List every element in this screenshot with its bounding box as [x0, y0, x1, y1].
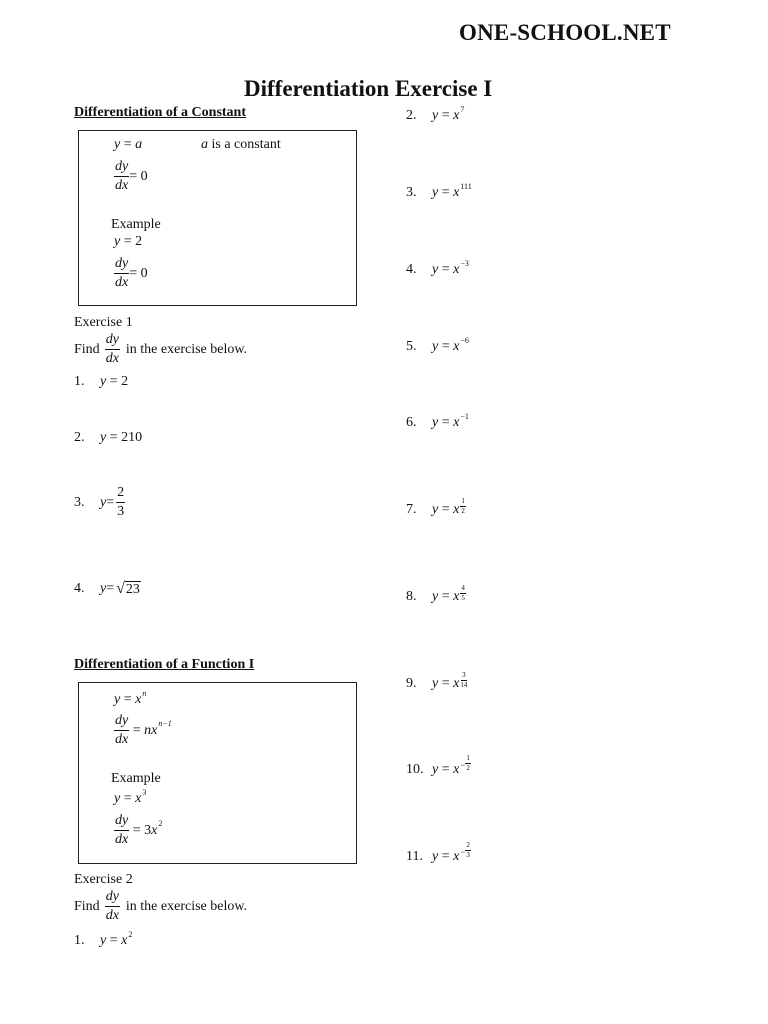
page-title: Differentiation Exercise I [244, 76, 493, 101]
exercise-2-item-6: 6. $y = x^{-1}$ [406, 412, 469, 430]
dy-dx-fraction: $\frac{dy}{dx}$ [105, 889, 119, 923]
exercise-1-item-2: 2. y = 210 [74, 430, 143, 445]
section-heading-function: Differentiation of a Function I [74, 657, 255, 672]
example-derivative: $\frac{dy}{dx}$ = 3 x 2 [115, 813, 163, 847]
constant-derivative [114, 160, 148, 193]
power-rule-box [78, 682, 357, 864]
power-rule-line: $y = x^n$ [114, 689, 147, 707]
exercise-1-instruction: Find $\frac{dy}{dx}$ in the exercise below. [74, 332, 248, 366]
dy-dx-fraction: $\frac{dy}{dx}$ [115, 713, 129, 747]
var-y: y [114, 137, 121, 152]
dy-dx-fraction: $\frac{dy}{dx}$ [115, 813, 129, 847]
two-thirds-fraction: $\frac{2}{3}$ [117, 485, 125, 519]
exercise-2-instruction: Find $\frac{dy}{dx}$ in the exercise below. [74, 889, 248, 923]
dy-dx-fraction: $\frac{dy}{dx}$ [115, 256, 129, 290]
exercise-2-item-8: 8. y = x 4 5 [406, 584, 465, 604]
fraction-exponent: $\frac{2}{3}$ [466, 841, 470, 859]
exercise-1-item-1: 1. y = 2 [74, 374, 129, 389]
exercise-2-item-2: 2. $y = x^7$ [406, 105, 465, 123]
exercise-2-item-4: 4. $y = x^{-3}$ [406, 259, 469, 277]
exercise-2-item-7: 7. y = x 1 2 [406, 497, 465, 517]
exercise-1-item-3: 3. y = $\frac{2}{3}$ [74, 485, 125, 519]
fraction-exponent: 3 14 [460, 671, 468, 689]
example-function: $y = x^3$ [114, 788, 147, 806]
constant-rule-box [78, 130, 357, 306]
exercise-1-item-4: 4. y = √ 23 [74, 580, 140, 598]
exercise-1-label: Exercise 1 [74, 315, 133, 330]
example-function: y = 2 [114, 234, 143, 249]
var-a: a [201, 137, 208, 152]
exercise-2-item-5: 5. $y = x^{-6}$ [406, 336, 469, 354]
note-text: is a constant [208, 137, 281, 152]
equals: = [120, 137, 136, 152]
example-label: Example [111, 217, 161, 232]
power-rule-derivative: $\frac{dy}{dx}$ = nx n−1 [115, 713, 172, 747]
dy-dx-fraction: $\frac{dy}{dx}$ [115, 159, 129, 193]
fraction-exponent: 1 2 [461, 497, 465, 515]
square-root: √ 23 [116, 580, 140, 598]
site-name: ONE-SCHOOL.NET [459, 20, 671, 45]
exercise-2-label: Exercise 2 [74, 872, 133, 887]
constant-note [201, 137, 281, 153]
exercise-2-item-10: 10. y = x − $\frac{1}{2}$ [406, 754, 470, 777]
fraction-exponent: $\frac{1}{2}$ [466, 754, 470, 772]
example-derivative: $\frac{dy}{dx}$ = 0 [115, 256, 148, 290]
exercise-2-item-1: 1. $y = x^2$ [74, 930, 133, 948]
exercise-2-item-11: 11. y = x − $\frac{2}{3}$ [406, 841, 470, 864]
exercise-2-item-3: 3. $y = x^{111}$ [406, 182, 472, 200]
section-heading-constant: Differentiation of a Constant [74, 105, 247, 120]
constant-rule-line [114, 137, 142, 153]
dy-dx-fraction: $\frac{dy}{dx}$ [105, 332, 119, 366]
exercise-2-item-9: 9. y = x 3 14 [406, 671, 468, 691]
example-label: Example [111, 771, 161, 786]
fraction-exponent: 4 5 [461, 584, 465, 602]
derivative-result: = 0 [129, 168, 148, 184]
var-a: a [135, 137, 143, 152]
